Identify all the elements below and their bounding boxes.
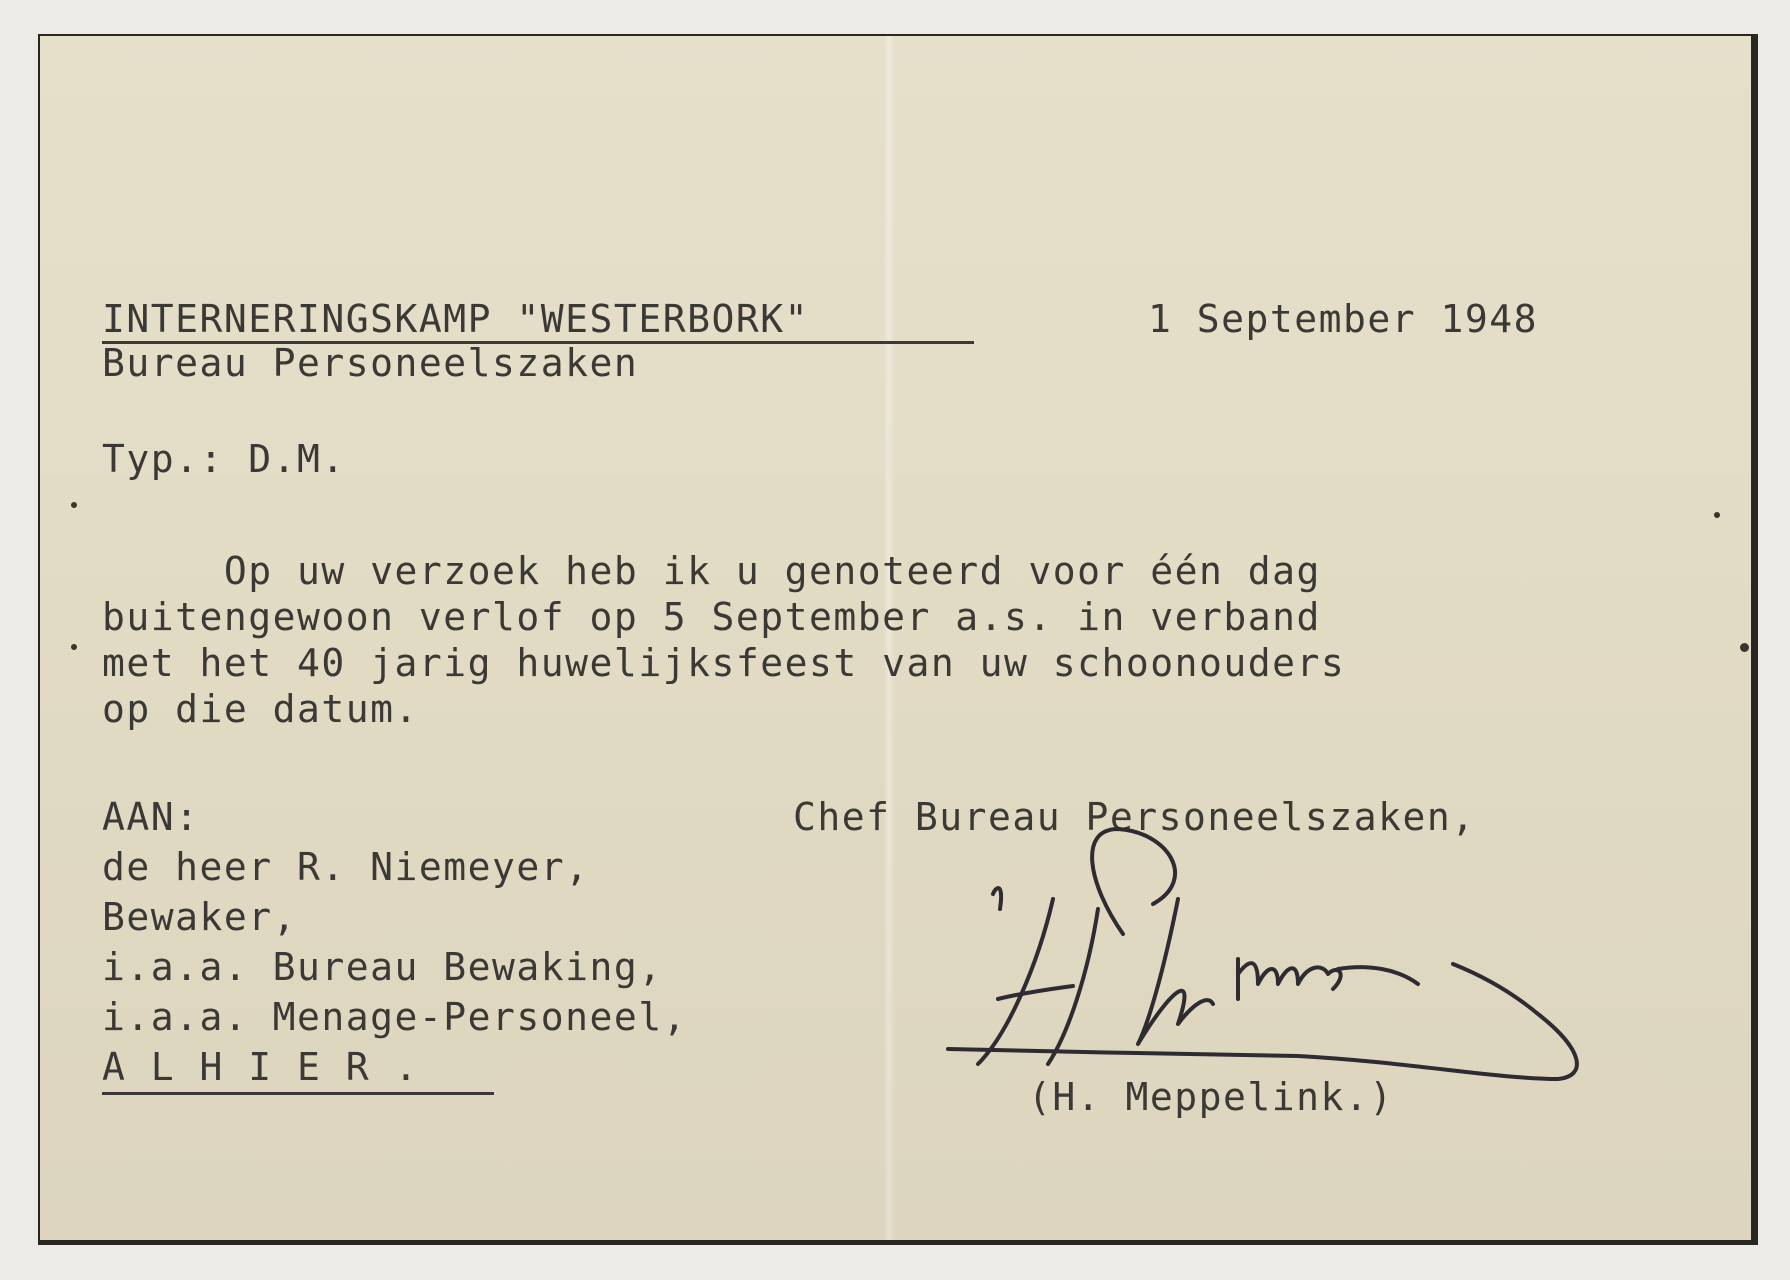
department-name: Bureau Personeelszaken [102,341,639,385]
body-line-1: Op uw verzoek heb ik u genoteerd voor één dag [102,549,1321,593]
recipient-line-1: de heer R. Niemeyer, [102,845,590,889]
sender-title: Chef Bureau Personeelszaken, [793,795,1476,839]
paper-speck-left-1 [71,502,77,508]
typist-reference: Typ.: D.M. [102,437,346,481]
handwritten-signature [938,824,1598,1104]
letter-sheet [38,34,1758,1245]
body-line-2: buitengewoon verlof op 5 September a.s. in verband [102,595,1321,639]
recipient-line-4: i.a.a. Menage-Personeel, [102,995,688,1039]
paper-speck-left-2 [71,644,77,650]
paper-speck-right-2 [1740,643,1749,652]
sender-name: (H. Meppelink.) [1028,1075,1394,1119]
organization-name: INTERNERINGSKAMP "WESTERBORK" [102,297,809,341]
paper-speck-right-1 [1714,512,1720,518]
recipient-heading: AAN: [102,795,200,839]
body-line-3: met het 40 jarig huwelijksfeest van uw schoonouders [102,641,1346,685]
letter-date: 1 September 1948 [1148,297,1539,341]
recipient-line-2: Bewaker, [102,895,298,939]
body-line-4: op die datum. [102,687,419,731]
recipient-location-underline [102,1092,494,1095]
recipient-location: A L H I E R . [102,1045,419,1089]
recipient-line-3: i.a.a. Bureau Bewaking, [102,945,663,989]
